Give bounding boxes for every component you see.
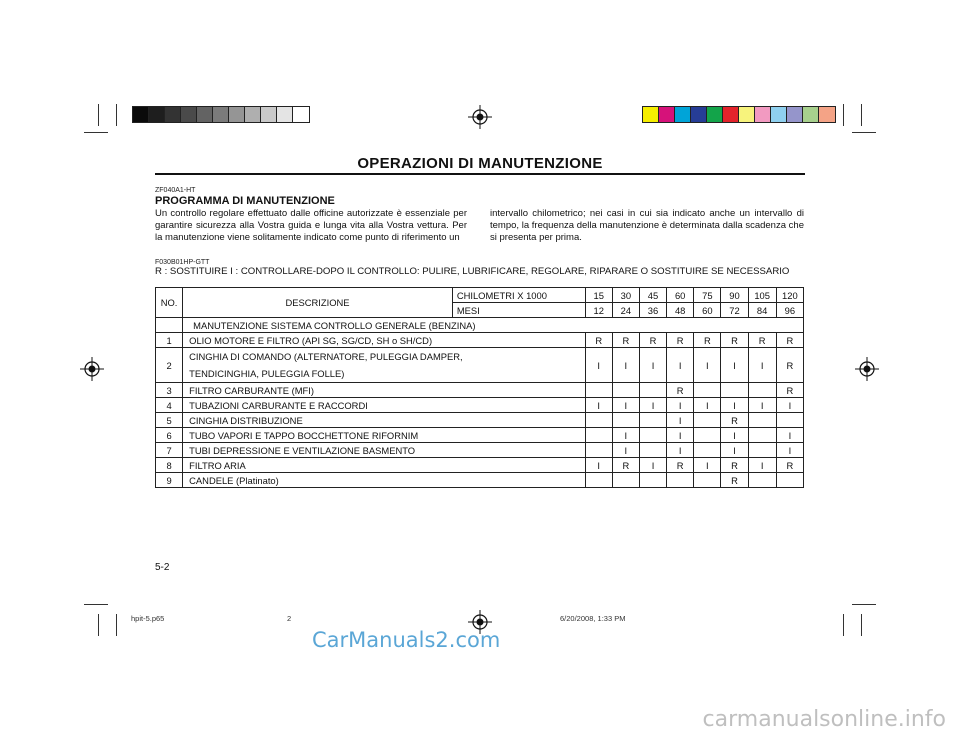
crop-mark bbox=[852, 132, 876, 133]
crop-mark bbox=[861, 104, 862, 126]
maintenance-schedule-table bbox=[155, 287, 804, 488]
km-cell: 90 bbox=[721, 288, 748, 303]
table-row bbox=[156, 413, 804, 428]
crop-mark bbox=[861, 614, 862, 636]
schedule-cell: R bbox=[776, 383, 803, 398]
schedule-cell bbox=[585, 383, 612, 398]
schedule-cell bbox=[612, 383, 639, 398]
schedule-cell bbox=[639, 443, 666, 458]
table-row bbox=[156, 473, 804, 488]
color-swatch bbox=[293, 107, 309, 122]
description-header: DESCRIZIONE bbox=[183, 288, 453, 318]
schedule-cell bbox=[694, 443, 721, 458]
row-description: TUBI DEPRESSIONE E VENTILAZIONE BASMENTO bbox=[183, 443, 585, 458]
title-divider bbox=[155, 173, 805, 175]
schedule-cell: I bbox=[667, 428, 694, 443]
schedule-cell bbox=[639, 413, 666, 428]
no-header: NO. bbox=[156, 288, 183, 318]
schedule-cell: I bbox=[694, 398, 721, 413]
row-number: 2 bbox=[156, 348, 183, 383]
schedule-cell bbox=[585, 473, 612, 488]
footer-page: 2 bbox=[287, 614, 292, 623]
schedule-cell bbox=[776, 473, 803, 488]
schedule-cell: I bbox=[667, 348, 694, 383]
schedule-cell: I bbox=[639, 458, 666, 473]
schedule-cell bbox=[612, 473, 639, 488]
schedule-cell: R bbox=[585, 333, 612, 348]
crop-mark bbox=[852, 604, 876, 605]
schedule-cell bbox=[748, 413, 776, 428]
row-number: 4 bbox=[156, 398, 183, 413]
schedule-cell: I bbox=[585, 398, 612, 413]
month-cell: 84 bbox=[748, 303, 776, 318]
schedule-cell bbox=[694, 428, 721, 443]
schedule-cell: I bbox=[612, 428, 639, 443]
row-description: TUBO VAPORI E TAPPO BOCCHETTONE RIFORNIM bbox=[183, 428, 585, 443]
table-row bbox=[156, 333, 804, 348]
schedule-cell: I bbox=[639, 348, 666, 383]
row-number: 6 bbox=[156, 428, 183, 443]
month-cell: 72 bbox=[721, 303, 748, 318]
color-swatch bbox=[245, 107, 261, 122]
row-description: FILTRO ARIA bbox=[183, 458, 585, 473]
system-title: MANUTENZIONE SISTEMA CONTROLLO GENERALE (BENZINA) bbox=[183, 318, 804, 333]
row-description-line: TENDICINGHIA, PULEGGIA FOLLE) bbox=[189, 368, 345, 379]
footer-file: hpit-5.p65 bbox=[131, 614, 165, 623]
month-cell: 12 bbox=[585, 303, 612, 318]
month-cell: 24 bbox=[612, 303, 639, 318]
month-cell: 48 bbox=[667, 303, 694, 318]
registration-mark-icon bbox=[855, 357, 879, 381]
km-cell: 75 bbox=[694, 288, 721, 303]
schedule-cell: I bbox=[776, 443, 803, 458]
color-swatch bbox=[659, 107, 675, 122]
schedule-cell: R bbox=[667, 458, 694, 473]
schedule-cell bbox=[748, 428, 776, 443]
row-description: FILTRO CARBURANTE (MFI) bbox=[183, 383, 585, 398]
schedule-cell bbox=[639, 383, 666, 398]
color-swatch bbox=[277, 107, 293, 122]
row-number: 5 bbox=[156, 413, 183, 428]
color-swatch bbox=[739, 107, 755, 122]
schedule-cell: I bbox=[585, 458, 612, 473]
page-title: OPERAZIONI DI MANUTENZIONE bbox=[357, 155, 603, 172]
color-bar bbox=[642, 106, 836, 123]
schedule-cell: I bbox=[721, 348, 748, 383]
color-swatch bbox=[181, 107, 197, 122]
schedule-cell bbox=[694, 473, 721, 488]
color-swatch bbox=[707, 107, 723, 122]
schedule-cell: I bbox=[639, 398, 666, 413]
schedule-cell: I bbox=[667, 413, 694, 428]
color-swatch bbox=[643, 107, 659, 122]
crop-mark bbox=[843, 614, 844, 636]
schedule-cell: R bbox=[639, 333, 666, 348]
schedule-cell: R bbox=[667, 333, 694, 348]
system-title-row bbox=[156, 318, 804, 333]
month-cell: 96 bbox=[776, 303, 803, 318]
schedule-cell: R bbox=[667, 383, 694, 398]
table-row bbox=[156, 458, 804, 473]
color-swatch bbox=[261, 107, 277, 122]
color-swatch bbox=[755, 107, 771, 122]
row-description-line: CINGHIA DI COMANDO (ALTERNATORE, PULEGGIA DAMPER, bbox=[189, 351, 463, 362]
row-number: 8 bbox=[156, 458, 183, 473]
km-cell: 15 bbox=[585, 288, 612, 303]
table-row bbox=[156, 348, 804, 383]
crop-mark bbox=[84, 132, 108, 133]
section-heading: PROGRAMMA DI MANUTENZIONE bbox=[155, 195, 335, 207]
km-cell: 105 bbox=[748, 288, 776, 303]
schedule-cell: I bbox=[776, 398, 803, 413]
grayscale-bar bbox=[132, 106, 310, 123]
schedule-cell: R bbox=[776, 333, 803, 348]
watermark-site-link[interactable]: carmanualsonline.info bbox=[702, 707, 946, 732]
intro-paragraph-left: Un controllo regolare effettuato dalle officine autorizzate è essenziale per garantire sicurezza alla Vostra guida e lunga vita alla Vostra vettura. Per la manutenzione viene solitamente indicato come punto di riferimento un bbox=[155, 208, 467, 243]
schedule-cell bbox=[612, 413, 639, 428]
color-swatch bbox=[165, 107, 181, 122]
schedule-cell bbox=[667, 473, 694, 488]
row-description: OLIO MOTORE E FILTRO (API SG, SG/CD, SH o SH/CD) bbox=[183, 333, 585, 348]
color-swatch bbox=[803, 107, 819, 122]
color-swatch bbox=[675, 107, 691, 122]
row-description bbox=[183, 348, 585, 383]
section-code: ZF040A1-HT bbox=[155, 187, 196, 194]
watermark-link[interactable]: CarManuals2.com bbox=[312, 628, 501, 652]
color-swatch bbox=[787, 107, 803, 122]
row-description: CINGHIA DISTRIBUZIONE bbox=[183, 413, 585, 428]
registration-mark-icon bbox=[468, 105, 492, 129]
footer-date: 6/20/2008, 1:33 PM bbox=[560, 614, 626, 623]
schedule-cell: R bbox=[694, 333, 721, 348]
schedule-cell: R bbox=[776, 348, 803, 383]
row-number: 7 bbox=[156, 443, 183, 458]
schedule-cell bbox=[748, 383, 776, 398]
registration-mark-icon bbox=[80, 357, 104, 381]
schedule-cell bbox=[585, 443, 612, 458]
schedule-cell: R bbox=[612, 333, 639, 348]
month-cell: 36 bbox=[639, 303, 666, 318]
schedule-cell: I bbox=[776, 428, 803, 443]
schedule-cell: I bbox=[748, 348, 776, 383]
legend-text: R : SOSTITUIRE I : CONTROLLARE-DOPO IL CONTROLLO: PULIRE, LUBRIFICARE, REGOLARE, RIPARARE O SOSTITUIRE SE NECESSARIO bbox=[155, 266, 790, 277]
legend-code: F030B01HP-GTT bbox=[155, 259, 210, 266]
schedule-cell: I bbox=[721, 398, 748, 413]
schedule-cell: I bbox=[721, 443, 748, 458]
schedule-cell: I bbox=[667, 443, 694, 458]
crop-mark bbox=[116, 104, 117, 126]
system-no-cell bbox=[156, 318, 183, 333]
schedule-cell: R bbox=[721, 333, 748, 348]
color-swatch bbox=[229, 107, 245, 122]
page-number: 5-2 bbox=[155, 562, 170, 573]
schedule-cell bbox=[639, 428, 666, 443]
schedule-cell bbox=[694, 413, 721, 428]
row-number: 1 bbox=[156, 333, 183, 348]
schedule-cell: I bbox=[694, 348, 721, 383]
month-cell: 60 bbox=[694, 303, 721, 318]
schedule-cell bbox=[694, 383, 721, 398]
schedule-cell: I bbox=[748, 398, 776, 413]
crop-mark bbox=[84, 604, 108, 605]
schedule-cell: R bbox=[612, 458, 639, 473]
intro-paragraph-right: intervallo chilometrico; nei casi in cui sia indicato anche un intervallo di tempo, la frequenza della manutenzione è determinata dalla scadenza che si presenta per prima. bbox=[490, 208, 804, 243]
row-number: 9 bbox=[156, 473, 183, 488]
schedule-cell: R bbox=[721, 458, 748, 473]
schedule-cell: I bbox=[748, 458, 776, 473]
color-swatch bbox=[213, 107, 229, 122]
color-swatch bbox=[771, 107, 787, 122]
color-swatch bbox=[691, 107, 707, 122]
schedule-cell: I bbox=[612, 398, 639, 413]
crop-mark bbox=[843, 104, 844, 126]
schedule-cell bbox=[748, 443, 776, 458]
schedule-cell: R bbox=[748, 333, 776, 348]
months-header: MESI bbox=[452, 303, 585, 318]
row-number: 3 bbox=[156, 383, 183, 398]
row-description: TUBAZIONI CARBURANTE E RACCORDI bbox=[183, 398, 585, 413]
schedule-cell: R bbox=[721, 413, 748, 428]
schedule-cell: I bbox=[721, 428, 748, 443]
table-row bbox=[156, 398, 804, 413]
schedule-cell: I bbox=[585, 348, 612, 383]
schedule-cell: I bbox=[612, 348, 639, 383]
schedule-cell bbox=[721, 383, 748, 398]
color-swatch bbox=[133, 107, 149, 122]
schedule-cell: R bbox=[776, 458, 803, 473]
table-row bbox=[156, 383, 804, 398]
schedule-cell: I bbox=[612, 443, 639, 458]
schedule-cell bbox=[748, 473, 776, 488]
schedule-cell: R bbox=[721, 473, 748, 488]
row-description: CANDELE (Platinato) bbox=[183, 473, 585, 488]
km-header: CHILOMETRI X 1000 bbox=[452, 288, 585, 303]
km-cell: 30 bbox=[612, 288, 639, 303]
schedule-cell bbox=[639, 473, 666, 488]
color-swatch bbox=[149, 107, 165, 122]
km-cell: 60 bbox=[667, 288, 694, 303]
schedule-cell bbox=[585, 413, 612, 428]
crop-mark bbox=[116, 614, 117, 636]
table-row bbox=[156, 443, 804, 458]
color-swatch bbox=[197, 107, 213, 122]
color-swatch bbox=[723, 107, 739, 122]
schedule-cell: I bbox=[667, 398, 694, 413]
header-row-km bbox=[156, 288, 804, 303]
color-swatch bbox=[819, 107, 835, 122]
schedule-cell bbox=[776, 413, 803, 428]
schedule-cell bbox=[585, 428, 612, 443]
table-row bbox=[156, 428, 804, 443]
km-cell: 120 bbox=[776, 288, 803, 303]
km-cell: 45 bbox=[639, 288, 666, 303]
schedule-cell: I bbox=[694, 458, 721, 473]
crop-mark bbox=[98, 614, 99, 636]
crop-mark bbox=[98, 104, 99, 126]
